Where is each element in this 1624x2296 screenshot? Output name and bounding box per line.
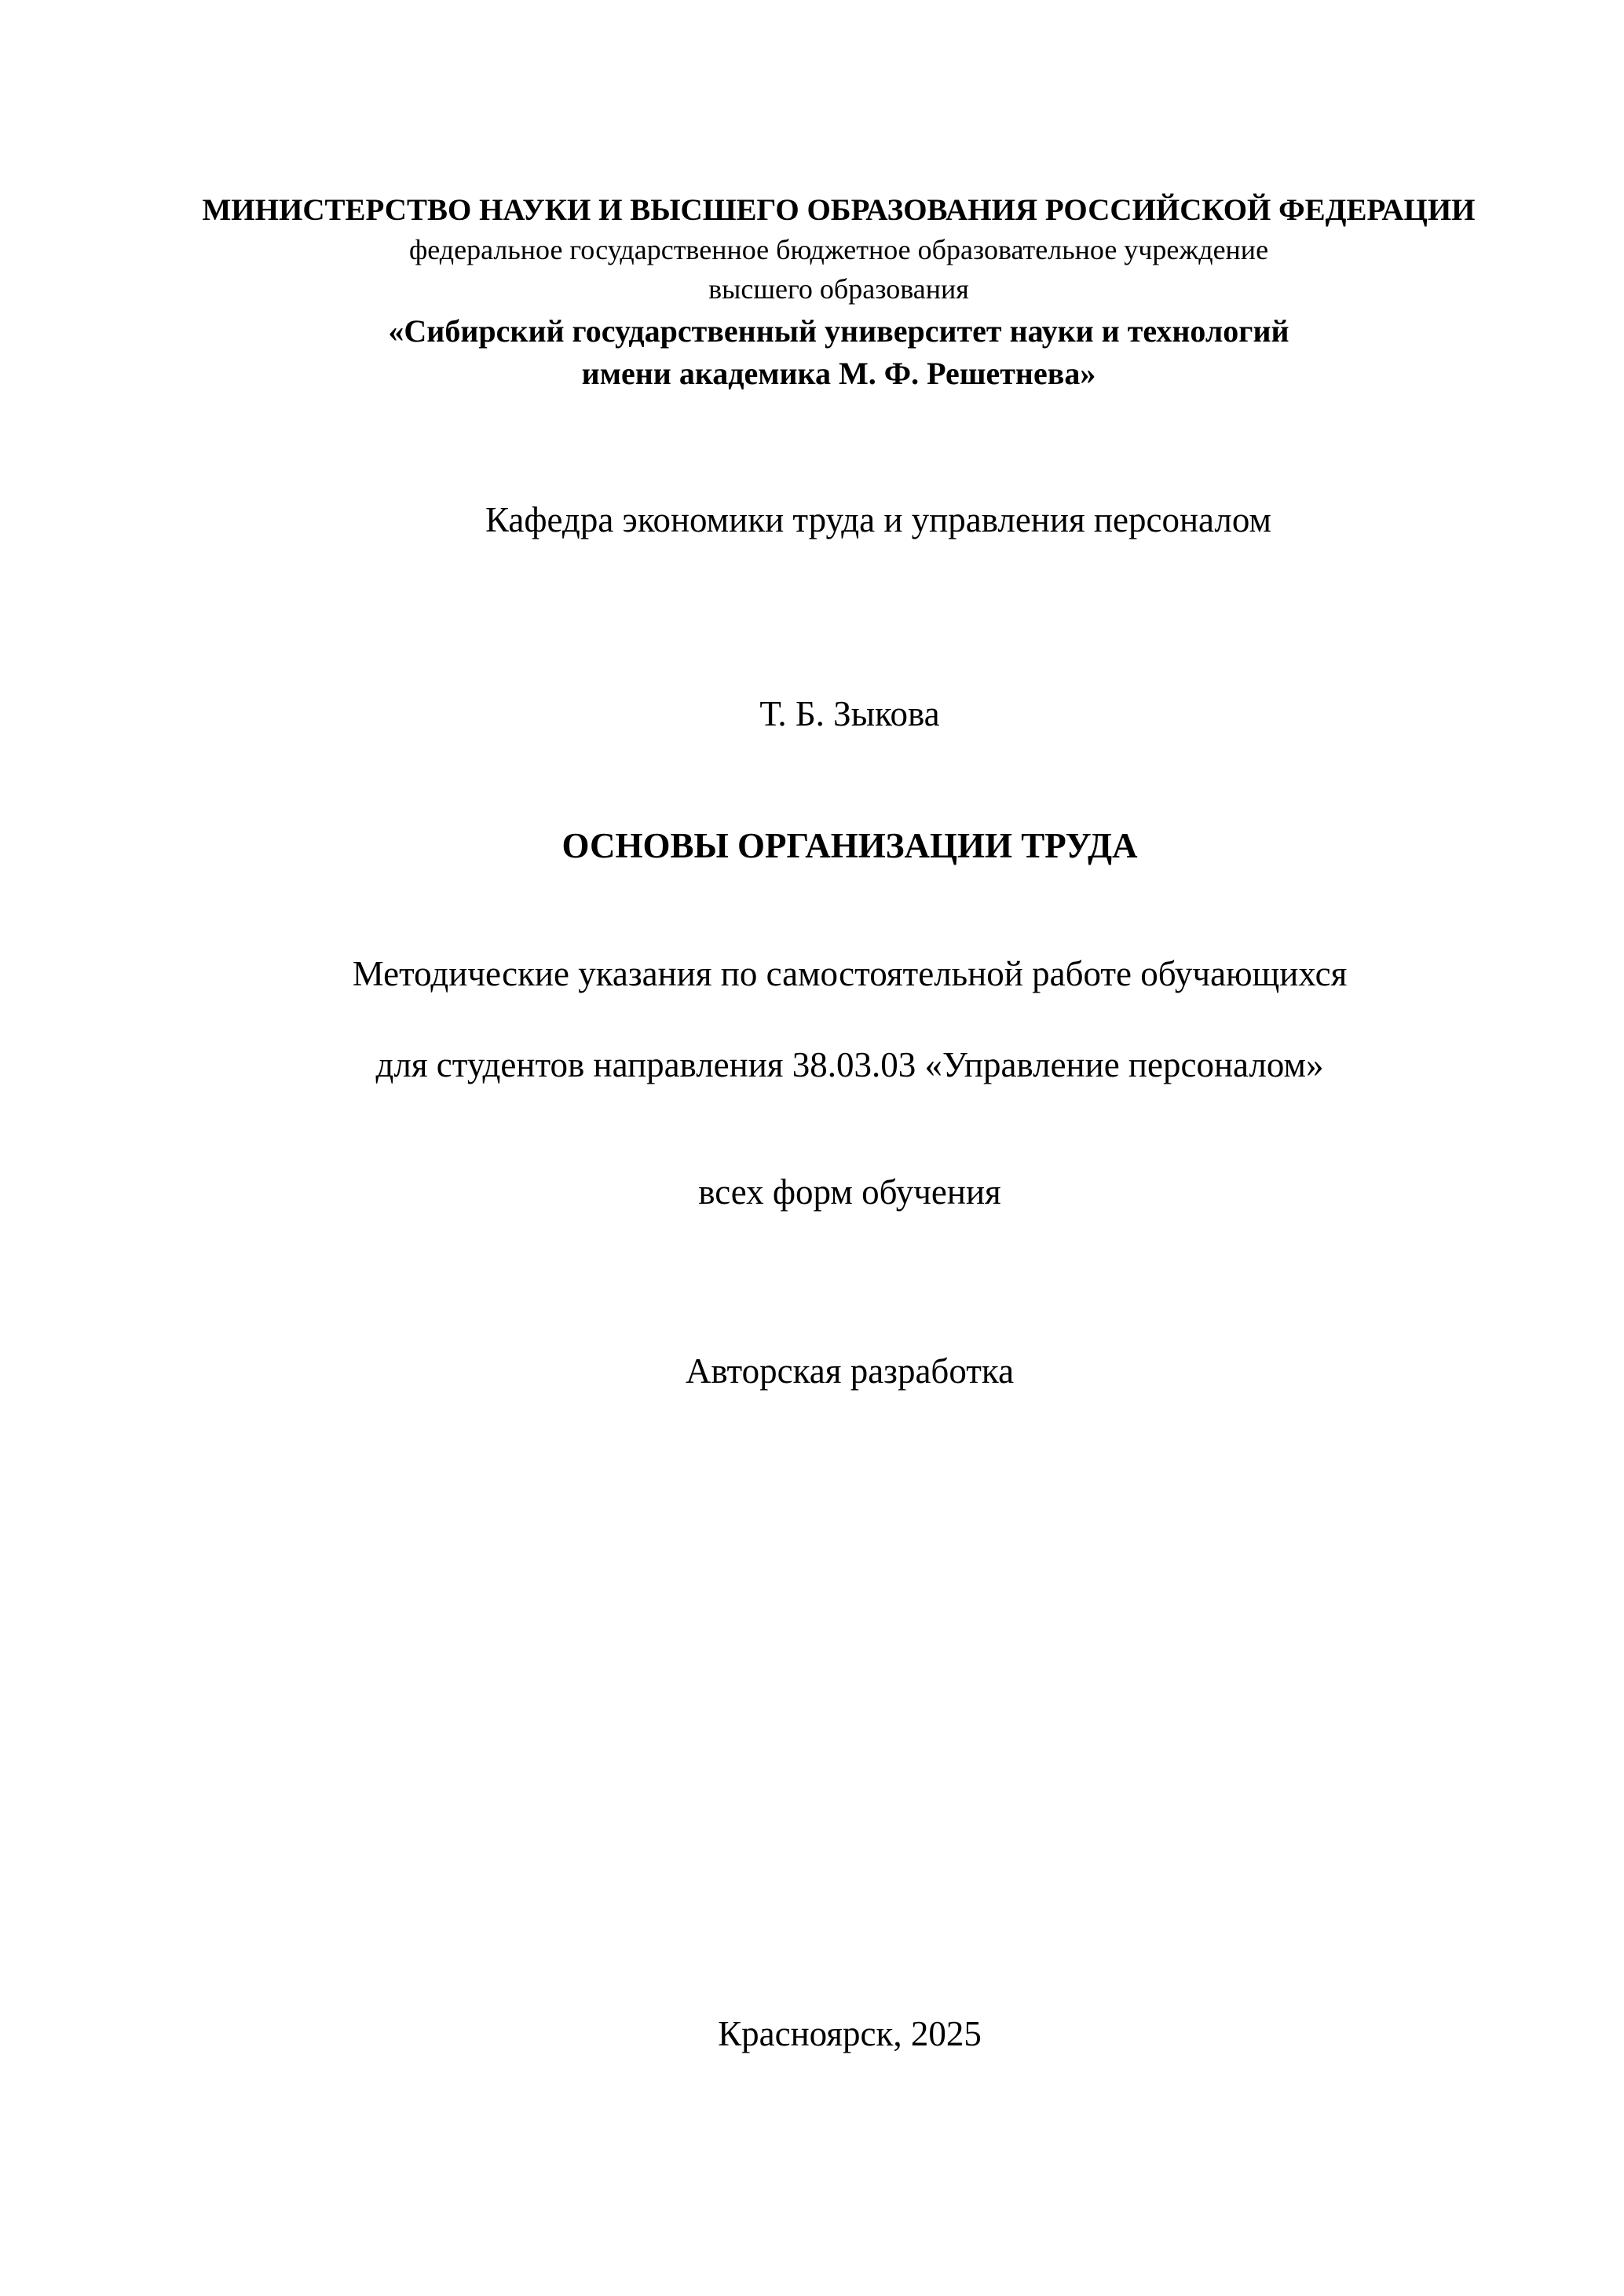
department-name: Кафедра экономики труда и управления персоналом: [485, 500, 1271, 539]
subtitle-line1: Методические указания по самостоятельной работе обучающихся: [352, 954, 1348, 993]
city-year: Красноярск, 2025: [718, 2014, 982, 2053]
subtitle-line2: для студентов направления 38.03.03 «Управление персоналом»: [375, 1045, 1324, 1084]
document-title: ОСНОВЫ ОРГАНИЗАЦИИ ТРУДА: [561, 826, 1138, 865]
university-name-line2: имени академика М. Ф. Решетнева»: [581, 356, 1096, 391]
ministry-name: МИНИСТЕРСТВО НАУКИ И ВЫСШЕГО ОБРАЗОВАНИЯ РОССИЙСКОЙ ФЕДЕРАЦИИ: [202, 193, 1476, 227]
study-forms: всех форм обучения: [698, 1172, 1001, 1212]
author-name: Т. Б. Зыкова: [759, 694, 940, 733]
university-name-line1: «Сибирский государственный университет науки и технологий: [388, 313, 1289, 349]
authored-note: Авторская разработка: [685, 1351, 1015, 1391]
institution-type-line1: федеральное государственное бюджетное образовательное учреждение: [408, 234, 1269, 265]
institution-type-line2: высшего образования: [708, 273, 969, 305]
